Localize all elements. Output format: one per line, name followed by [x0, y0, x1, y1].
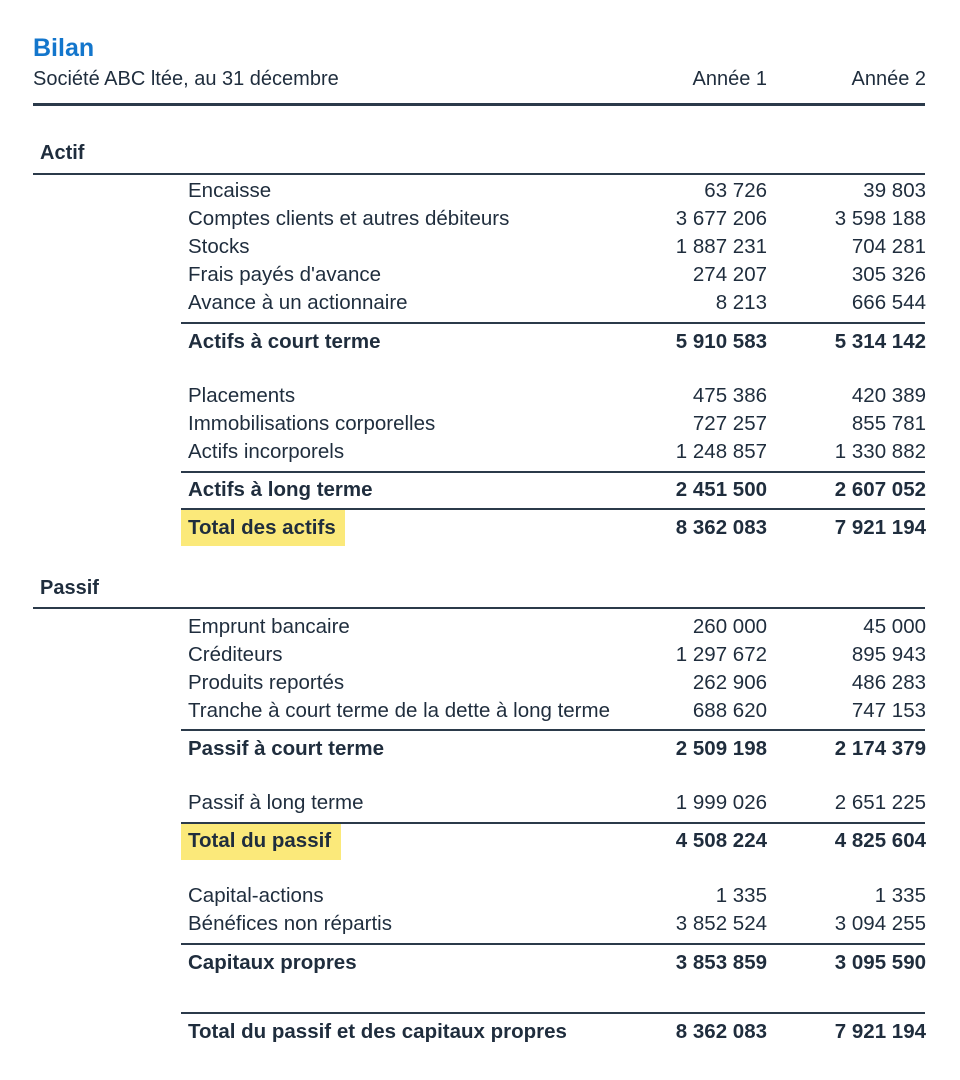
row-value-year-2: 39 803 [863, 179, 926, 202]
row-value-year-1: 3 853 859 [675, 951, 767, 974]
row-value-year-1: 63 726 [704, 179, 767, 202]
row-label: Actifs à court terme [188, 330, 381, 353]
row-value-year-2: 7 921 194 [834, 1020, 926, 1043]
row-value-year-2: 45 000 [863, 615, 926, 638]
row-label: Créditeurs [188, 643, 283, 666]
row-label: Immobilisations corporelles [188, 412, 436, 435]
subtotal-row [0, 478, 960, 506]
row-value-year-1: 1 335 [715, 884, 767, 907]
subtotal-divider [181, 943, 925, 945]
row-value-year-2: 486 283 [851, 671, 926, 694]
row-value-year-1: 727 257 [692, 412, 767, 435]
row-value-year-1: 3 852 524 [675, 912, 767, 935]
table-row [0, 615, 960, 643]
row-value-year-1: 8 362 083 [675, 516, 767, 539]
row-label: Tranche à court terme de la dette à long terme [188, 699, 610, 722]
table-row [0, 179, 960, 207]
grand-total-divider [181, 1012, 925, 1014]
table-row [0, 699, 960, 727]
row-value-year-1: 1 887 231 [675, 235, 767, 258]
row-value-year-2: 855 781 [851, 412, 926, 435]
row-value-year-1: 688 620 [692, 699, 767, 722]
subtotal-row [0, 951, 960, 979]
table-row [0, 440, 960, 468]
row-label: Frais payés d'avance [188, 263, 382, 286]
row-label: Total des actifs [188, 516, 336, 539]
row-label: Encaisse [188, 179, 272, 202]
row-value-year-1: 8 213 [715, 291, 767, 314]
row-value-year-1: 8 362 083 [675, 1020, 767, 1043]
page-subtitle: Société ABC ltée, au 31 décembre [33, 68, 339, 90]
table-row [0, 671, 960, 699]
subtotal-divider [181, 471, 925, 473]
table-row [0, 412, 960, 440]
row-value-year-1: 1 248 857 [675, 440, 767, 463]
table-row [0, 291, 960, 319]
row-value-year-1: 5 910 583 [675, 330, 767, 353]
row-value-year-2: 7 921 194 [834, 516, 926, 539]
row-value-year-2: 4 825 604 [834, 829, 926, 852]
column-header-year-1: Année 1 [692, 68, 767, 90]
row-value-year-1: 2 451 500 [675, 478, 767, 501]
row-label: Stocks [188, 235, 250, 258]
total-row [0, 829, 960, 857]
row-value-year-1: 3 677 206 [675, 207, 767, 230]
section-heading-passif: Passif [40, 577, 99, 599]
row-label: Actifs incorporels [188, 440, 345, 463]
subtotal-row [0, 737, 960, 765]
row-value-year-2: 305 326 [851, 263, 926, 286]
row-label: Bénéfices non répartis [188, 912, 392, 935]
table-row [0, 235, 960, 263]
row-value-year-1: 262 906 [692, 671, 767, 694]
row-label: Comptes clients et autres débiteurs [188, 207, 510, 230]
row-value-year-1: 4 508 224 [675, 829, 767, 852]
row-label: Capital-actions [188, 884, 324, 907]
row-value-year-2: 5 314 142 [834, 330, 926, 353]
header-divider [33, 103, 925, 106]
table-row [0, 912, 960, 940]
row-label: Produits reportés [188, 671, 345, 694]
row-label: Capitaux propres [188, 951, 357, 974]
row-value-year-2: 2 174 379 [834, 737, 926, 760]
section-divider [33, 607, 925, 609]
grand-total-row [0, 1020, 960, 1048]
row-value-year-1: 274 207 [692, 263, 767, 286]
row-label: Total du passif et des capitaux propres [188, 1020, 567, 1043]
row-value-year-2: 704 281 [851, 235, 926, 258]
row-value-year-1: 1 297 672 [675, 643, 767, 666]
row-value-year-2: 2 607 052 [834, 478, 926, 501]
page-title: Bilan [33, 34, 95, 62]
row-value-year-2: 420 389 [851, 384, 926, 407]
subtotal-row [0, 330, 960, 358]
table-row [0, 884, 960, 912]
table-row [0, 643, 960, 671]
row-label: Avance à un actionnaire [188, 291, 408, 314]
section-divider [33, 173, 925, 175]
row-label: Passif à long terme [188, 791, 364, 814]
row-label: Passif à court terme [188, 737, 384, 760]
section-heading-actif: Actif [40, 142, 85, 164]
row-value-year-2: 895 943 [851, 643, 926, 666]
subtotal-divider [181, 729, 925, 731]
table-row [0, 263, 960, 291]
row-value-year-1: 1 999 026 [675, 791, 767, 814]
row-value-year-2: 3 095 590 [834, 951, 926, 974]
subtotal-divider [181, 322, 925, 324]
row-value-year-2: 747 153 [851, 699, 926, 722]
row-value-year-2: 666 544 [851, 291, 926, 314]
row-label: Actifs à long terme [188, 478, 373, 501]
table-row [0, 384, 960, 412]
row-value-year-1: 2 509 198 [675, 737, 767, 760]
row-label: Placements [188, 384, 296, 407]
table-row [0, 791, 960, 819]
table-row [0, 207, 960, 235]
row-value-year-1: 475 386 [692, 384, 767, 407]
row-value-year-2: 3 598 188 [834, 207, 926, 230]
row-value-year-2: 3 094 255 [834, 912, 926, 935]
row-value-year-1: 260 000 [692, 615, 767, 638]
column-header-year-2: Année 2 [851, 68, 926, 90]
row-value-year-2: 2 651 225 [834, 791, 926, 814]
row-value-year-2: 1 330 882 [834, 440, 926, 463]
row-label: Emprunt bancaire [188, 615, 350, 638]
total-row [0, 516, 960, 544]
row-value-year-2: 1 335 [874, 884, 926, 907]
row-label: Total du passif [188, 829, 332, 852]
